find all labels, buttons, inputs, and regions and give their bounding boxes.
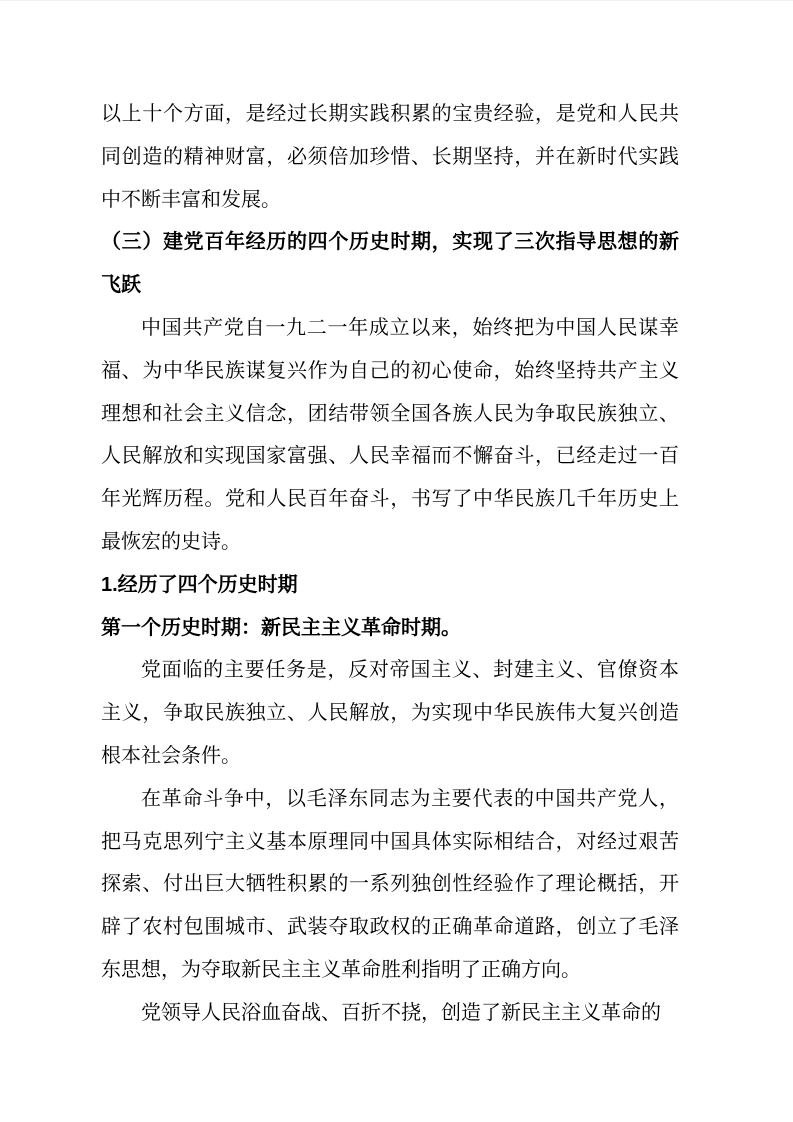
paragraph-experience-summary: 以上十个方面，是经过长期实践积累的宝贵经验，是党和人民共同创造的精神财富，必须倍加珍惜、长期坚持，并在新时代实践中不断丰富和发展。 bbox=[101, 103, 679, 211]
heading-four-historical-periods: 1.经历了四个历史时期 bbox=[101, 573, 298, 596]
paragraph-party-founding: 中国共产党自一九二一年成立以来，始终把为中国人民谋幸福、为中华民族谋复兴作为自己的初心使命，始终坚持共产主义理想和社会主义信念，团结带领全国各族人民为争取民族独立、人民解放和实现国家富强、人民幸福而不懈奋斗，已经走过一百年光辉历程。党和人民百年奋斗，书写了中华民族几千年历史上最恢宏的史诗。 bbox=[101, 316, 679, 553]
paragraph-revolutionary-struggle: 在革命斗争中，以毛泽东同志为主要代表的中国共产党人，把马克思列宁主义基本原理同中国具体实际相结合，对经过艰苦探索、付出巨大牺牲积累的一系列独创性经验作了理论概括，开辟了农村包围城市、武装夺取政权的正确革命道路，创立了毛泽东思想，为夺取新民主主义革命胜利指明了正确方向。 bbox=[101, 787, 679, 981]
heading-first-period: 第一个历史时期：新民主主义革命时期。 bbox=[101, 616, 461, 639]
heading-section-three: （三）建党百年经历的四个历史时期，实现了三次指导思想的新飞跃 bbox=[101, 231, 679, 297]
paragraph-main-tasks: 党面临的主要任务是，反对帝国主义、封建主义、官僚资本主义，争取民族独立、人民解放，为实现中华民族伟大复兴创造根本社会条件。 bbox=[101, 659, 679, 767]
document-body bbox=[101, 93, 679, 1035]
paragraph-bloody-battles: 党领导人民浴血奋战、百折不挠，创造了新民主主义革命的 bbox=[141, 1001, 661, 1024]
